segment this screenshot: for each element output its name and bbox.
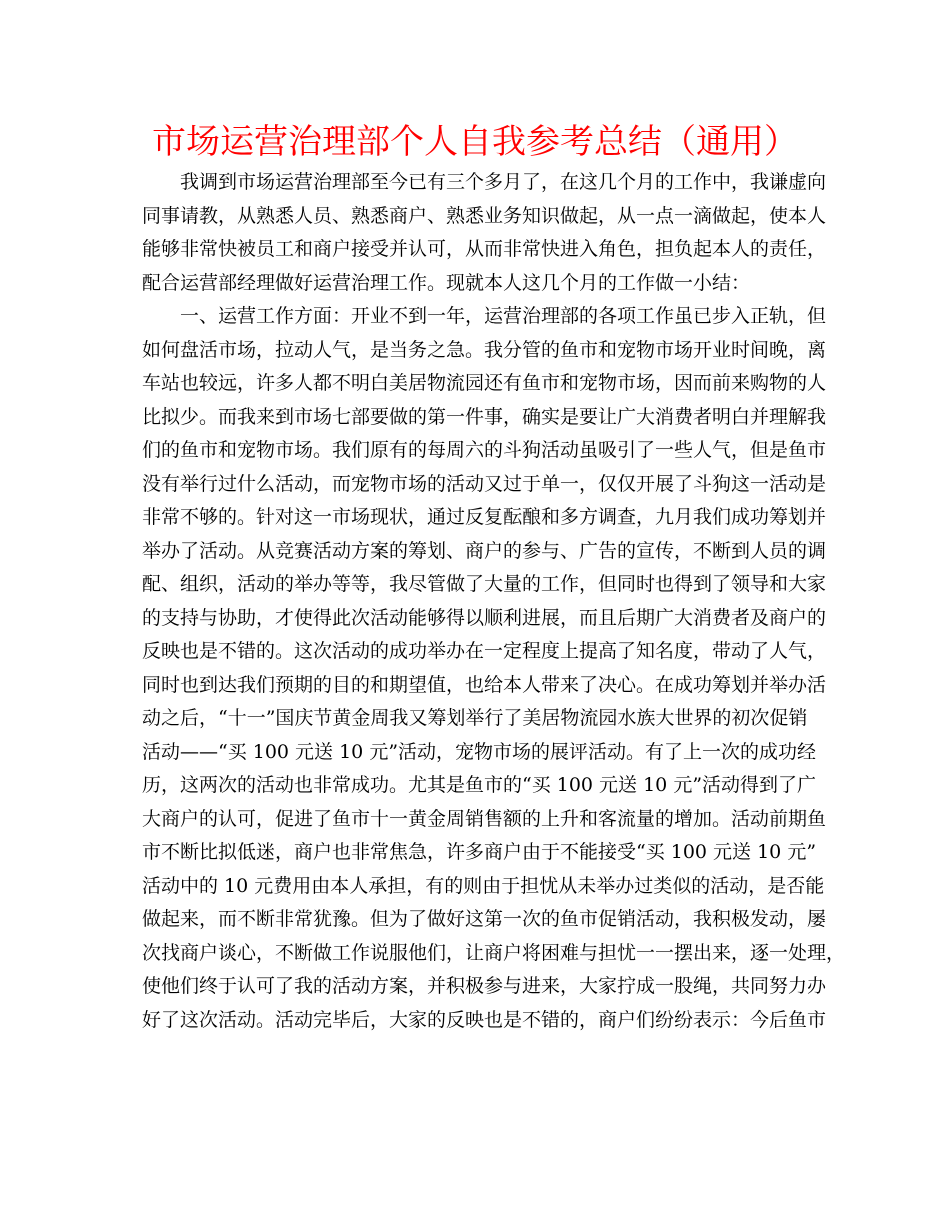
text-line: 使他们终于认可了我的活动方案，并积极参与进来，大家拧成一股绳，共同努力办 <box>142 975 827 997</box>
text-line: 的支持与协助，才使得此次活动能够得以顺利进展，而且后期广大消费者及商户的 <box>142 606 827 629</box>
text-line: 做起来，而不断非常犹豫。但为了做好这第一次的鱼市促销活动，我积极发动，屡 <box>142 908 827 930</box>
text-line: 配合运营部经理做好运营治理工作。现就本人这几个月的工作做一小结： <box>142 271 751 294</box>
text-line: 一、运营工作方面：开业不到一年，运营治理部的各项工作虽已步入正轨，但 <box>180 305 827 327</box>
text-line: 能够非常快被员工和商户接受并认可，从而非常快进入角色，担负起本人的责任， <box>142 238 827 260</box>
text-line: 次找商户谈心，不断做工作说服他们，让商户将困难与担忧一一摆出来，逐一处理， <box>142 941 846 964</box>
text-line: 活动中的 10 元费用由本人承担，有的则由于担忧从未举办过类似的活动，是否能 <box>142 874 825 897</box>
text-line: 同事请教，从熟悉人员、熟悉商户、熟悉业务知识做起，从一点一滴做起，使本人 <box>142 204 827 227</box>
text-line: 举办了活动。从竞赛活动方案的筹划、商户的参与、广告的宣传，不断到人员的调 <box>142 539 827 562</box>
paragraph <box>142 300 846 1037</box>
document-title: 市场运营治理部个人自我参考总结（通用） <box>152 122 798 162</box>
document-body <box>142 166 846 1037</box>
text-line: 历，这两次的活动也非常成功。尤其是鱼市的“买 100 元送 10 元”活动得到了广 <box>142 774 817 796</box>
text-line: 车站也较远，许多人都不明白美居物流园还有鱼市和宠物市场，因而前来购物的人 <box>142 372 827 394</box>
text-line: 好了这次活动。活动完毕后，大家的反映也是不错的，商户们纷纷表示：今后鱼市 <box>142 1008 827 1031</box>
text-line: 非常不够的。针对这一市场现状，通过反复酝酿和多方调查，九月我们成功筹划并 <box>142 506 827 528</box>
text-line: 同时也到达我们预期的目的和期望值，也给本人带来了决心。在成功筹划并举办活 <box>142 673 827 696</box>
text-line: 大商户的认可，促进了鱼市十一黄金周销售额的上升和客流量的增加。活动前期鱼 <box>142 807 827 830</box>
text-line: 没有举行过什么活动，而宠物市场的活动又过于单一，仅仅开展了斗狗这一活动是 <box>142 472 827 495</box>
text-line: 活动——“买 100 元送 10 元”活动，宠物市场的展评活动。有了上一次的成功经 <box>142 740 817 763</box>
paragraph <box>142 166 827 300</box>
text-line: 动之后，“十一”国庆节黄金周我又筹划举行了美居物流园水族大世界的初次促销 <box>142 707 808 729</box>
text-line: 配、组织，活动的举办等等，我尽管做了大量的工作，但同时也得到了领导和大家 <box>142 573 827 595</box>
text-line: 反映也是不错的。这次活动的成功举办在一定程度上提高了知名度，带动了人气， <box>142 640 827 662</box>
text-line: 比拟少。而我来到市场七部要做的第一件事，确实是要让广大消费者明白并理解我 <box>142 405 827 428</box>
text-line: 们的鱼市和宠物市场。我们原有的每周六的斗狗活动虽吸引了一些人气，但是鱼市 <box>142 439 827 461</box>
text-line: 我调到市场运营治理部至今已有三个多月了，在这几个月的工作中，我谦虚向 <box>180 171 827 193</box>
text-line: 如何盘活市场，拉动人气，是当务之急。我分管的鱼市和宠物市场开业时间晚，离 <box>142 338 827 361</box>
text-line: 市不断比拟低迷，商户也非常焦急，许多商户由于不能接受“买 100 元送 10 元” <box>142 841 817 863</box>
